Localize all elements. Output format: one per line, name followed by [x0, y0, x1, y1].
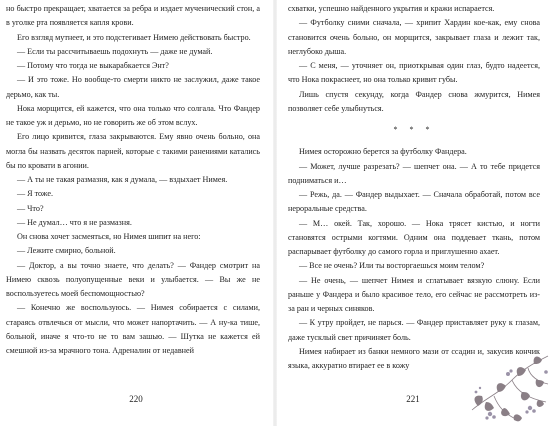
paragraph: — Режь, да. — Фандер выдыхает. — Сначала обработай, потом все нероральные средства. — [288, 190, 540, 214]
paragraph: Нимея набирает из банки немного мази от ссадин и, закусив кончик языка, аккуратно втирает ее в кожу — [288, 346, 540, 370]
paragraph: Он снова хочет засмеяться, но Нимея шипит на него: — [17, 232, 201, 241]
paragraph: схватки, успешно найденного укрытия и кражи испарается. — [288, 4, 495, 13]
paragraph: Лишь спустя секунду, когда Фандер снова жмурится, Нимея позволяет себе улыбнуться. — [288, 89, 540, 113]
page-number: 220 — [129, 394, 143, 404]
paragraph: — Не очень, — шепчет Нимея и сглатывает вязкую слюну. Если раньше у Фандера и было красивое тело, его сейчас не рассмотреть из-за ран и черных синяков. — [288, 275, 540, 313]
paragraph: — М… окей. Так, хорошо. — Нока трясет кистью, и ногти становятся острыми когтями. Одним она поддевает ткань, потом распарывает футболку до самого горла и приглушенно ахает. — [288, 218, 540, 256]
paragraph: — Если ты рассчитываешь подохнуть — даже не думай. — [17, 46, 213, 56]
paragraph: — Что? — [17, 203, 44, 213]
paragraph: — К утру пройдет, не парься. — Фандер приставляет руку к глазам, даже тусклый свет причиняет боль. — [288, 318, 540, 342]
paragraph: — И это тоже. Но вообще-то смерти никто не заслужил, даже такое дерьмо, как ты. — [6, 75, 260, 99]
paragraph: — Конечно же воспользуюсь. — Нимея собирается с силами, стараясь отвлечься от мысли, что может напортачить. — А ну-ка тише, больной, иначе я что-то не то вам зашью. — Шутка не кажется ей смешной из-за мрачного тона. Адреналин от недавней — [6, 303, 260, 355]
paragraph: — Доктор, а вы точно знаете, что делать? — Фандер смотрит на Нимею сквозь полуопущенные веки и улыбается. — Вы же не воспользуетесь моей беспомощностью? — [6, 260, 260, 298]
paragraph: — Все не очень? Или ты восторгаешься моим телом? — [299, 261, 485, 271]
paragraph: — А ты не такая размазня, как я думала, — вздыхает Нимея. — [17, 175, 228, 184]
paragraph: — Не думал… что я не размазня. — [17, 217, 132, 227]
paragraph: Нимея осторожно берется за футболку Фандера. — [299, 147, 467, 157]
paragraph: — Футболку сними сначала, — хрипит Хардин кое-как, ему снова становится очень больно, он морщится, закрывает глаза и лежит так, неглубоко дыша. — [288, 18, 540, 56]
paragraph: — Может, лучше разрезать? — шепчет она. — А то тебе придется подниматься и… — [288, 161, 540, 185]
left-page-text — [6, 2, 260, 358]
paragraph: — Потому что тогда не выкарабкается Энт? — [17, 61, 169, 70]
section-break: * * * — [393, 125, 435, 134]
right-page-text — [288, 2, 540, 373]
paragraph: — Лежите смирно, больной. — [17, 246, 116, 256]
paragraph: Нока морщится, ей кажется, что она только что солгала. Что Фандер не такое уж и дерьмо, но не говорить же об этом вслух. — [6, 103, 260, 127]
paragraph: — С меня, — уточняет он, приоткрывая один глаз, будто надеется, что Нока покраснеет, но она только кривит губы. — [288, 61, 540, 85]
paragraph: — Я тоже. — [17, 189, 54, 199]
paragraph: Его взгляд мутнеет, и это подстегивает Нимею действовать быстро. — [17, 32, 251, 42]
page-number: 221 — [406, 394, 420, 404]
floral-ornament — [468, 350, 550, 426]
paragraph: но быстро прекращает, хватается за ребра и издает мученический стон, а в уголке рта появляется капля крови. — [6, 4, 260, 28]
paragraph: Его лицо кривится, глаза закрываются. Ему явно очень больно, она могла бы назвать десяток парней, которые с такими ранениями катались бы по кровати в агонии. — [6, 132, 260, 170]
